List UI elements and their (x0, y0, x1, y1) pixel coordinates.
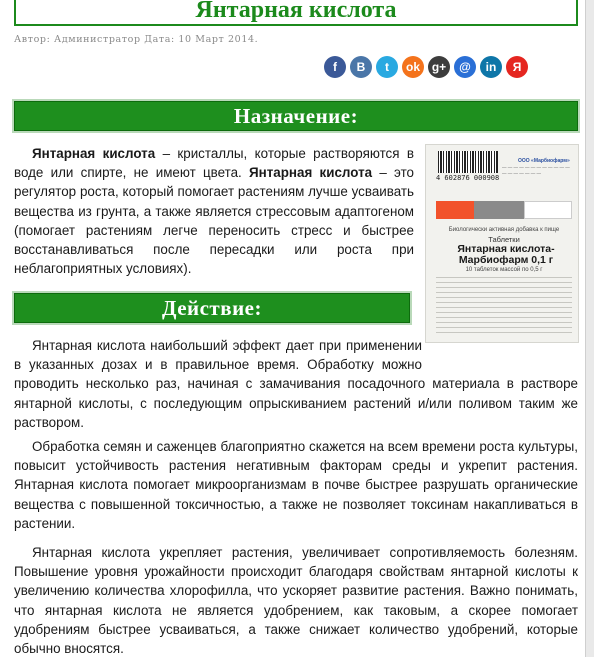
article-meta: Автор: Администратор Дата: 10 Март 2014. (14, 34, 259, 45)
google-plus-share-icon[interactable]: g+ (428, 56, 450, 78)
form-label: Таблетки (488, 235, 520, 244)
article-title[interactable]: Янтарная кислота (195, 0, 397, 23)
action-paragraph-1 (14, 336, 578, 432)
fine-print (436, 277, 572, 335)
bold-term: Янтарная кислота (32, 146, 156, 161)
package-color-stripe (436, 201, 572, 219)
linkedin-share-icon[interactable]: in (480, 56, 502, 78)
article-title-box (14, 0, 578, 26)
bold-term: Янтарная кислота (249, 165, 373, 181)
barcode (438, 151, 498, 173)
purpose-text-2: – это регулятор роста, который помогает растениям лучше усваивать вещества из грунта, а также является стрессовым адаптогеном (помогает растениям легче переносить стресс и быстрее восстанавливаться после пересадки или роста при неблагоприятных условиях). (14, 165, 415, 277)
image-float-spacer (422, 336, 578, 374)
vkontakte-share-icon[interactable]: B (350, 56, 372, 78)
action-paragraph-2: Обработка семян и саженцев благоприятно скажется на всем времени роста культуры, повысит устойчивость растения негативным факторам среды и укрепит растения. Янтарная кислота помогает микроорганизмам в почве быстрее разрушать органические вещества с повышенной токсичностью, а также не позволяет токсинам накапливаться в растении. (14, 439, 578, 531)
mail-share-icon[interactable]: @ (454, 56, 476, 78)
purpose-paragraph (14, 144, 414, 278)
section-heading-action-label: Действие: (161, 296, 262, 320)
share-buttons (324, 56, 528, 78)
facebook-share-icon[interactable]: f (324, 56, 346, 78)
maker-logo: ООО «Марбиофарм» (518, 158, 570, 164)
twitter-share-icon[interactable]: t (376, 56, 398, 78)
odnoklassniki-share-icon[interactable]: ok (402, 56, 424, 78)
section-heading-purpose (14, 101, 578, 131)
page-scrollbar-edge (585, 0, 594, 657)
product-name: Янтарная кислота-Марбиофарм 0,1 г (457, 243, 555, 266)
maker-address-text: — — — — — — — — — — — — — — — — — — — (502, 165, 570, 176)
barcode-number: 4 602876 000908 (436, 174, 500, 182)
product-package-image (425, 144, 579, 343)
action-paragraph-3: Янтарная кислота укрепляет растения, увеличивает сопротивляемость болезням. Повышение уровня урожайности происходит благодаря свойствам янтарной кислоты к увеличению количества хлорофилла, что ускоряет развитие растения. Важно понимать, что янтарная кислота не является удобрением, как таковым, а скорее помогает удобрениям быстрее усваиваться, а также снижает количество удобрений, которые обычно вносятся. (14, 545, 578, 657)
section-heading-purpose-label: Назначение: (233, 104, 359, 128)
supplement-label: Биологически активная добавка к пище (448, 227, 560, 233)
yandex-share-icon[interactable]: Я (506, 56, 528, 78)
section-heading-action (14, 293, 410, 323)
product-dose: 10 таблеток массой по 0,5 г (465, 267, 543, 273)
action-text-1: Янтарная кислота наибольший эффект дает при применении в указанных дозах и в правильное время. Обработку можно проводить несколько раз, начиная с замачивания посадочного материала в растворе янтарной кислоты, с последующим опрыскиванием растений и/или поливом таким же раствором. (14, 338, 578, 430)
purpose-text-1: – кристаллы, которые растворяются в воде или спирте, не имеют цвета. (14, 146, 414, 181)
